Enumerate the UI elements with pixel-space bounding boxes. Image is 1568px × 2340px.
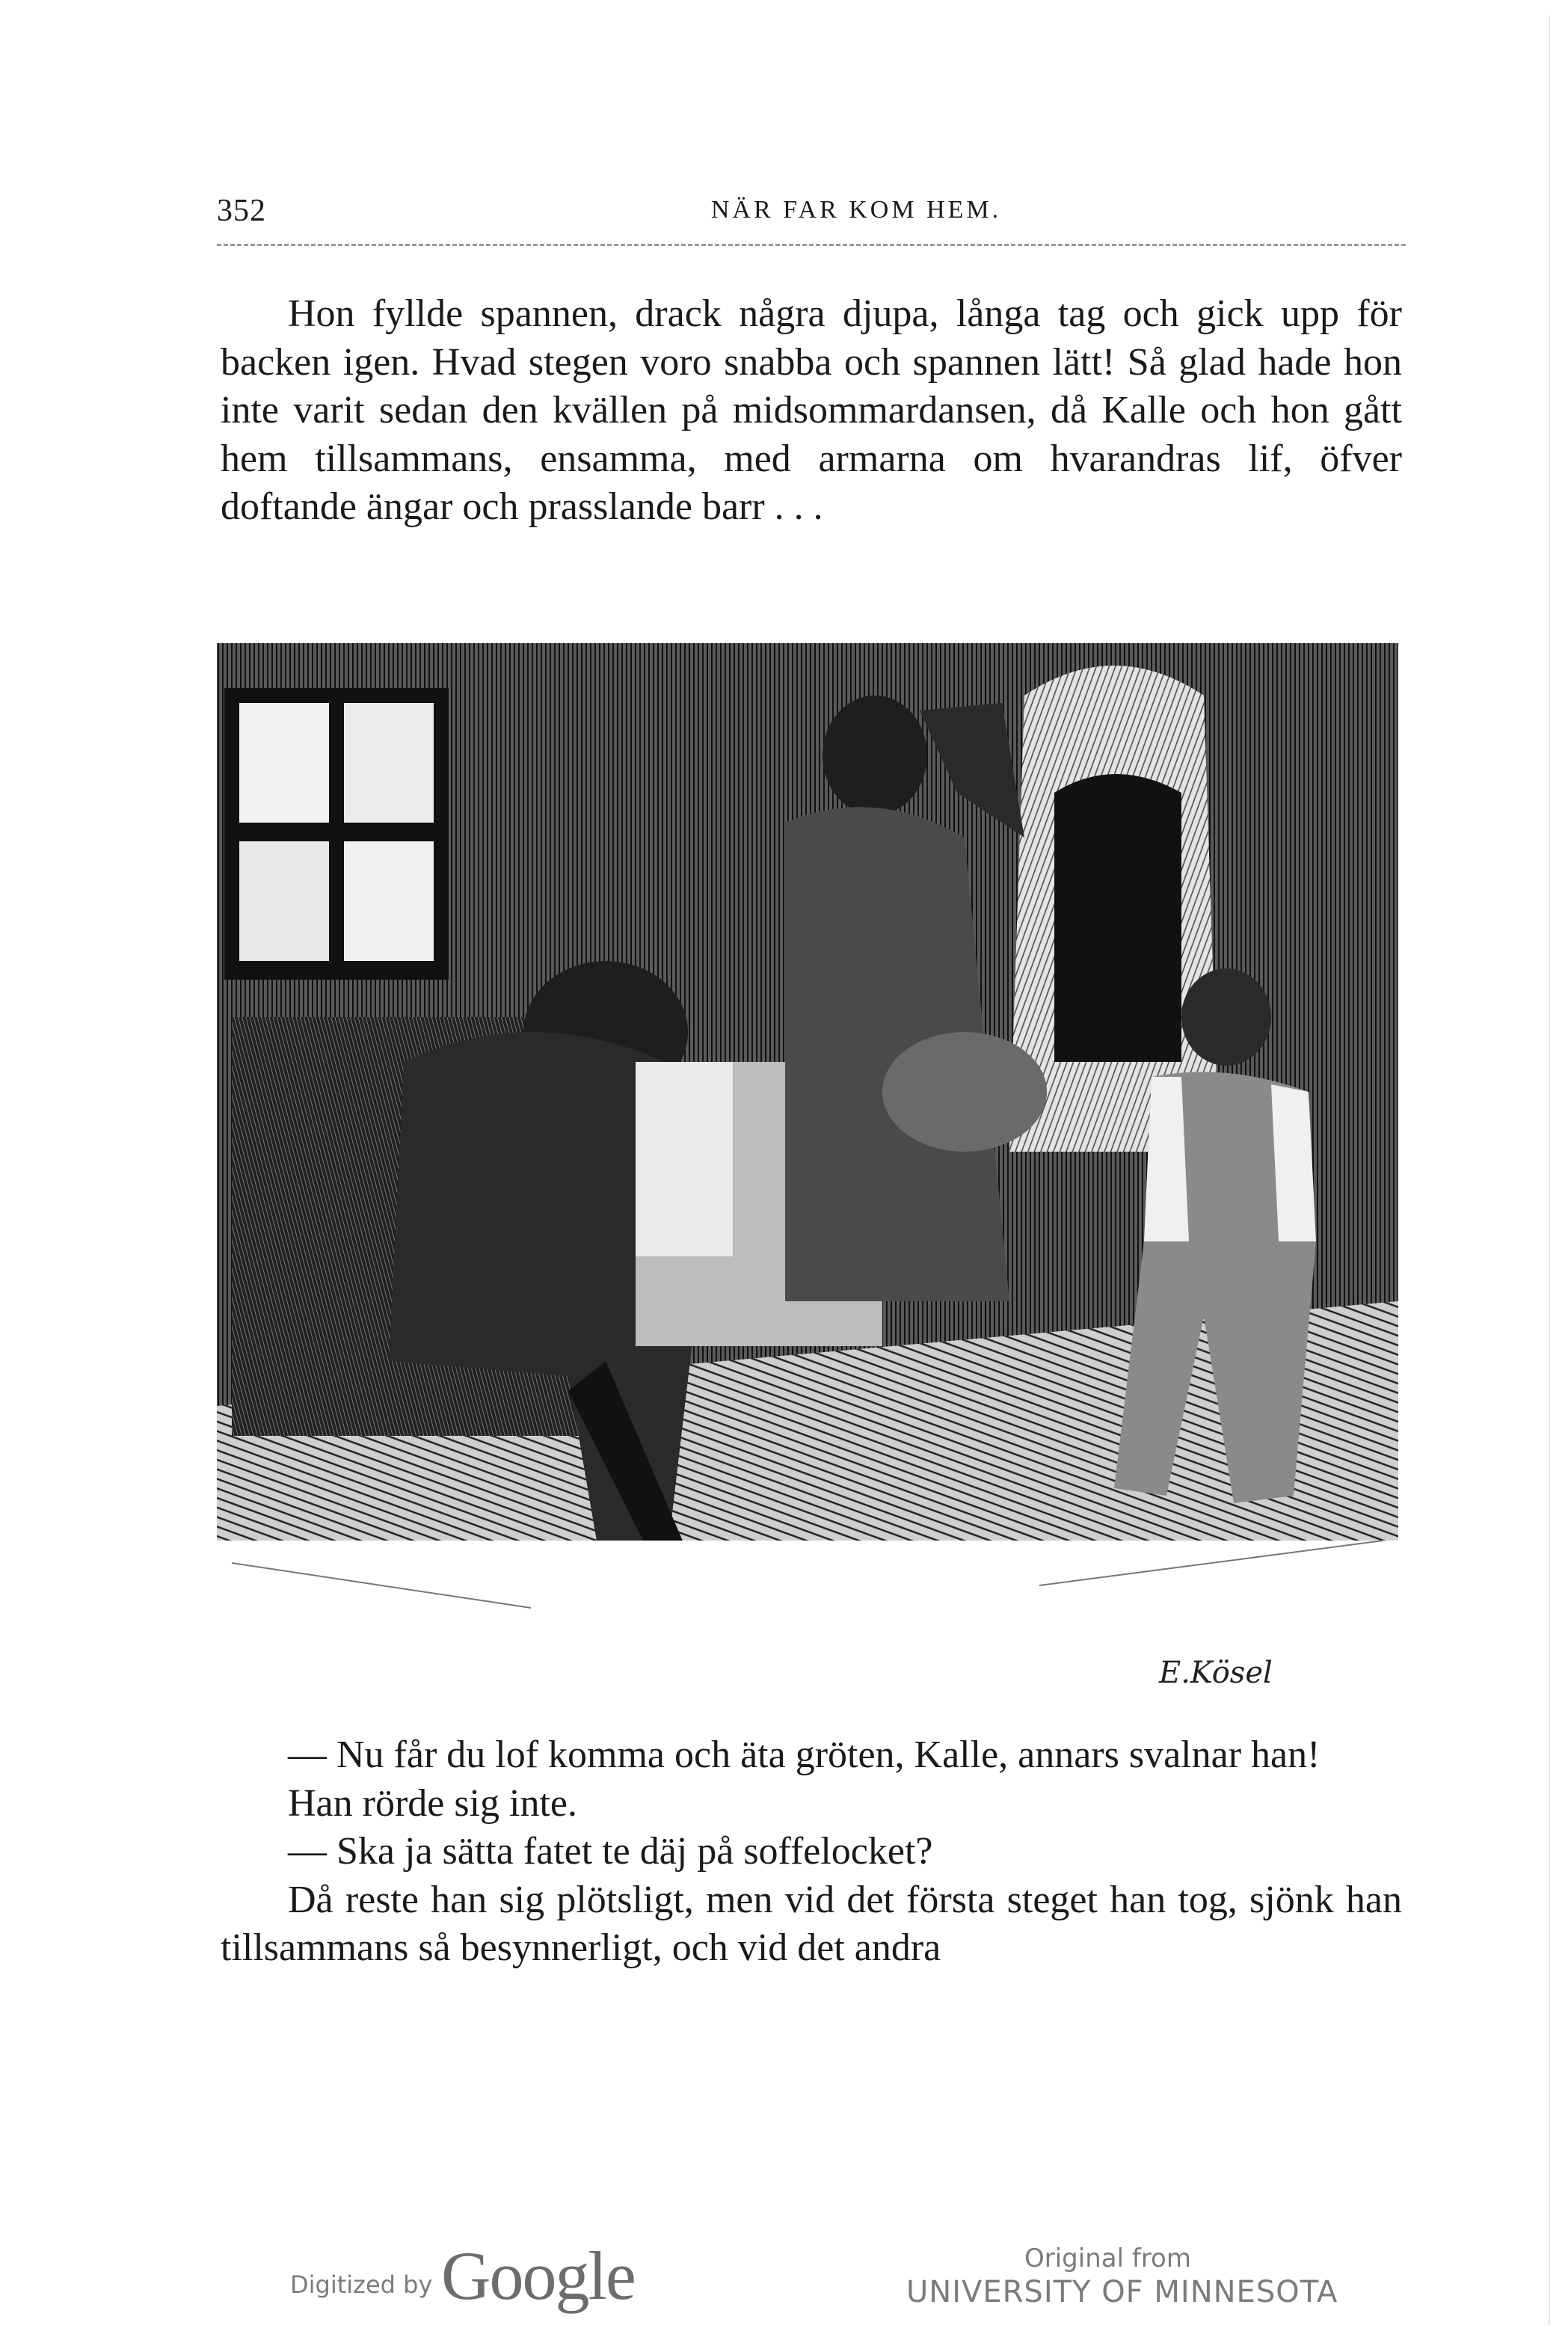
- page-number: 352: [217, 194, 266, 228]
- woman-head: [823, 695, 927, 815]
- text-line: — Ska ja sätta fatet te däj på soffelocket?: [288, 1830, 933, 1873]
- original-from-label: Original from: [1024, 2244, 1191, 2273]
- digitized-by-label: Digitized by: [290, 2270, 433, 2299]
- university-label: UNIVERSITY OF MINNESOTA: [906, 2275, 1338, 2309]
- bowl: [882, 1032, 1047, 1152]
- text-line: — Nu får du lof komma och äta gröten, Kalle, annars svalnar han!: [288, 1733, 1320, 1776]
- paragraph-top-text: Hon fyllde spannen, drack några djupa, långa tag och gick upp för backen igen. Hvad stegen voro snabba och spannen lätt! Så glad hade hon inte varit sedan den kvällen på midsommardansen, då Kalle och hon gått hem tillsammans, ensamma, med armarna om hvarandras lif, öfver doftande ängar och prasslande barr . . .: [221, 292, 1402, 528]
- artist-signature: E.Kösel: [1159, 1656, 1273, 1690]
- paragraph-bottom: [221, 1731, 1402, 1973]
- running-head: [217, 193, 1406, 238]
- text-line: Då reste han sig plötsligt, men vid det första steget han tog, sjönk han tillsammans så besynnerligt, och vid det andra: [221, 1878, 1402, 1969]
- chapter-title: NÄR FAR KOM HEM.: [710, 196, 1002, 224]
- page-edge: [1549, 15, 1550, 2326]
- boy-head: [1181, 968, 1271, 1066]
- google-logo: Google: [441, 2238, 635, 2314]
- illustration: [217, 643, 1398, 1698]
- header-rule: [217, 244, 1406, 246]
- text-line: Han rörde sig inte.: [288, 1781, 578, 1825]
- illustration-drawing: [217, 643, 1398, 1698]
- paragraph-top: [221, 290, 1402, 532]
- footer: [0, 2236, 1568, 2326]
